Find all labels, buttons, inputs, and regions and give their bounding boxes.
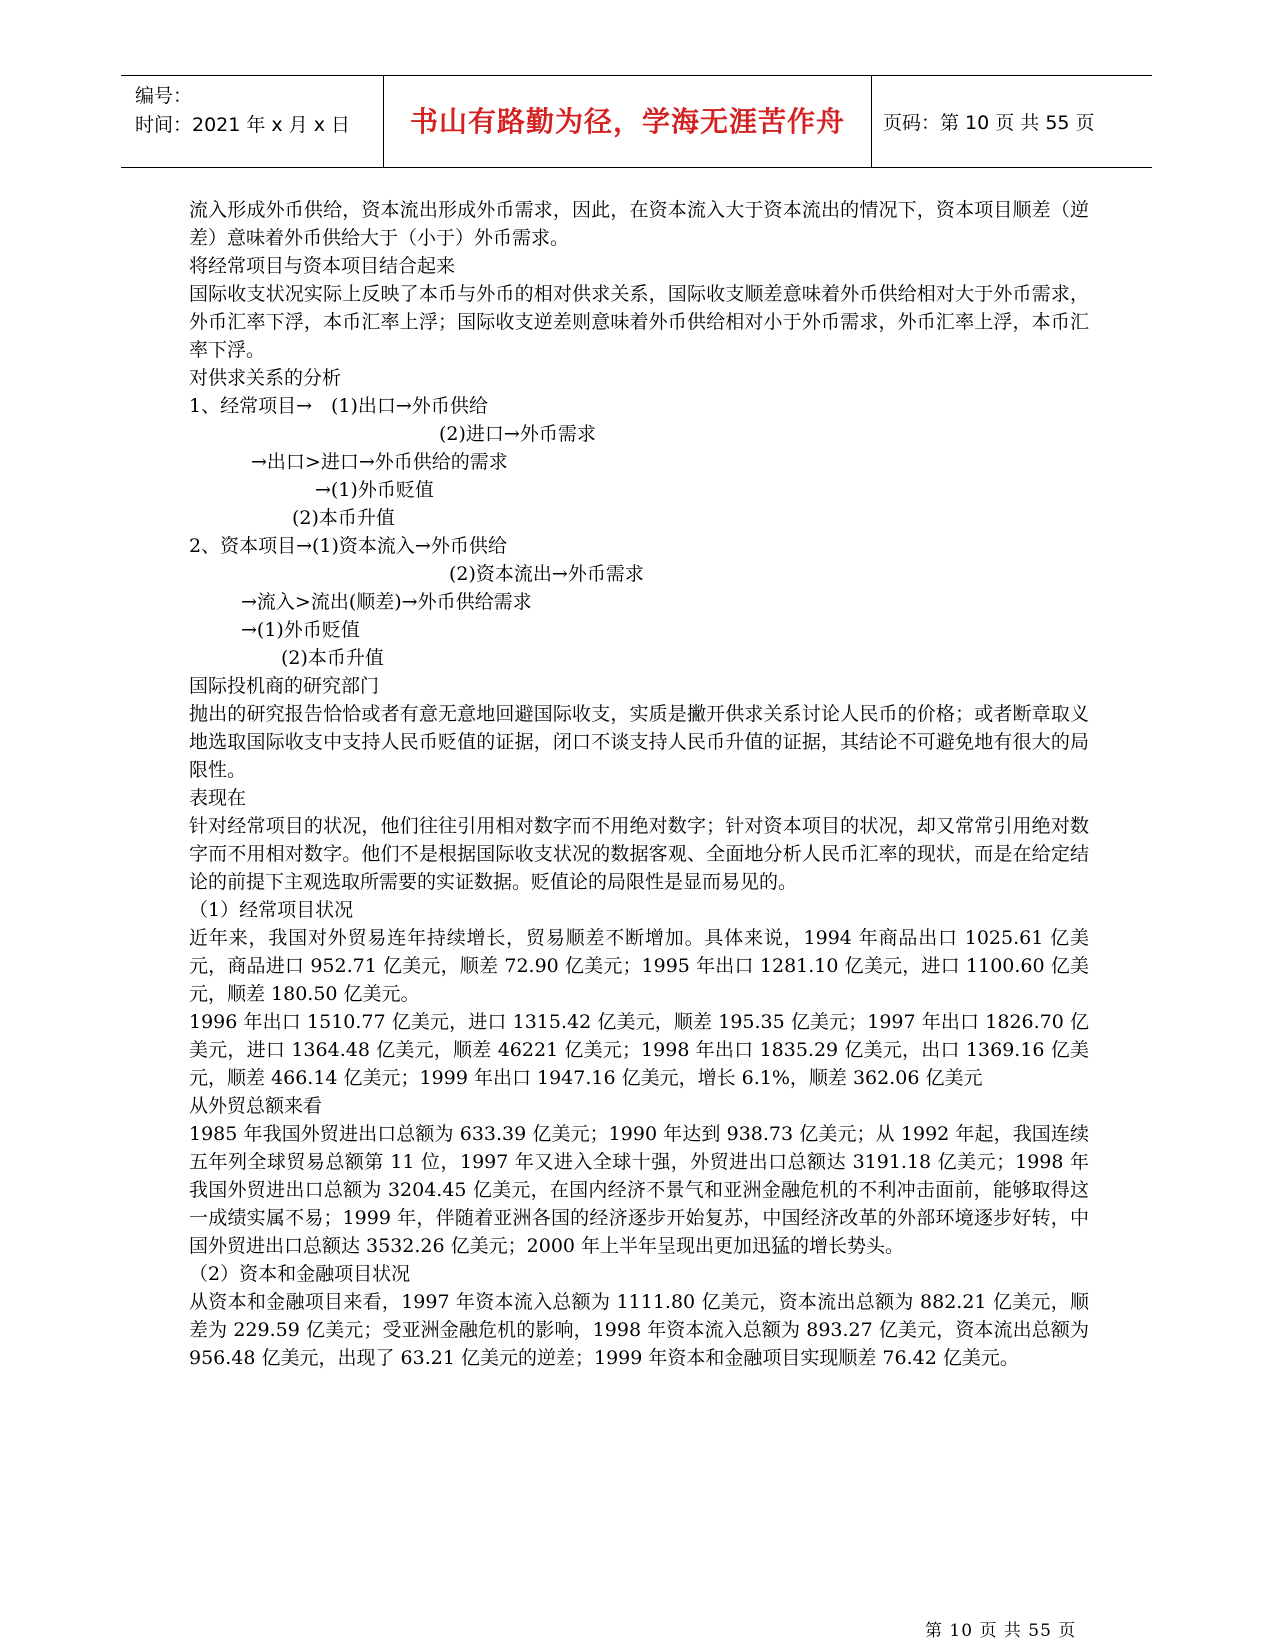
paragraph: 近年来，我国对外贸易连年持续增长，贸易顺差不断增加。具体来说，1994 年商品出口 1025.61 亿美元，商品进口 952.71 亿美元，顺差 72.90 亿美元；1995 年出口 1281.10 亿美元，进口 1100.60 亿美元，顺差 180.50 亿美元。 bbox=[189, 927, 1089, 1005]
header-divider bbox=[871, 76, 872, 167]
paragraph: （1）经常项目状况 bbox=[189, 899, 354, 921]
paragraph: (2)本币升值 bbox=[292, 507, 395, 529]
paragraph: （2）资本和金融项目状况 bbox=[189, 1263, 411, 1285]
paragraph: →出口>进口→外币供给的需求 bbox=[251, 451, 508, 473]
header-page-number: 页码：第 10 页 共 55 页 bbox=[883, 112, 1095, 134]
paragraph: 国际收支状况实际上反映了本币与外币的相对供求关系，国际收支顺差意味着外币供给相对大于外币需求，外币汇率下浮，本币汇率上浮；国际收支逆差则意味着外币供给相对小于外币需求，外币汇率上浮，本币汇率下浮。 bbox=[189, 283, 1089, 361]
paragraph: 抛出的研究报告恰恰或者有意无意地回避国际收支，实质是撇开供求关系讨论人民币的价格；或者断章取义地选取国际收支中支持人民币贬值的证据，闭口不谈支持人民币升值的证据，其结论不可避免地有很大的局限性。 bbox=[189, 703, 1089, 781]
date-label: 时间：2021 年 x 月 x 日 bbox=[135, 114, 351, 136]
paragraph: →(1)外币贬值 bbox=[315, 479, 434, 501]
paragraph: 表现在 bbox=[189, 787, 247, 809]
paragraph: 流入形成外币供给，资本流出形成外币需求，因此，在资本流入大于资本流出的情况下，资本项目顺差（逆差）意味着外币供给大于（小于）外币需求。 bbox=[189, 199, 1089, 249]
page-footer: 第 10 页 共 55 页 bbox=[925, 1621, 1077, 1641]
paragraph: 1985 年我国外贸进出口总额为 633.39 亿美元；1990 年达到 938.73 亿美元；从 1992 年起，我国连续五年列全球贸易总额第 11 位，1997 年又进入全球十强，外贸进出口总额达 3191.18 亿美元；1998 年我国外贸进出口总额为 3204.45 亿美元，在国内经济不景气和亚洲金融危机的不利冲击面前，能够取得这一成绩实属不易；1999 年，伴随着亚洲各国的经济逐步开始复苏，中国经济改革的外部环境逐步好转，中国外贸进出口总额达 3532.26 亿美元；2000 年上半年呈现出更加迅猛的增长势头。 bbox=[189, 1123, 1089, 1257]
paragraph: →(1)外币贬值 bbox=[241, 619, 360, 641]
paragraph: 2、资本项目→(1)资本流入→外币供给 bbox=[189, 535, 507, 557]
header-meta bbox=[135, 82, 350, 140]
paragraph: 1、经常项目→ (1)出口→外币供给 bbox=[189, 395, 488, 417]
paragraph: (2)本币升值 bbox=[281, 647, 384, 669]
page-header bbox=[121, 75, 1152, 168]
paragraph: (2)进口→外币需求 bbox=[439, 423, 596, 445]
paragraph: →流入>流出(顺差)→外币供给需求 bbox=[241, 591, 532, 613]
paragraph: 1996 年出口 1510.77 亿美元，进口 1315.42 亿美元，顺差 195.35 亿美元；1997 年出口 1826.70 亿美元，进口 1364.48 亿美元，顺差 46221 亿美元；1998 年出口 1835.29 亿美元，出口 1369.16 亿美元，顺差 466.14 亿美元；1999 年出口 1947.16 亿美元，增长 6.1%，顺差 362.06 亿美元 bbox=[189, 1011, 1089, 1089]
paragraph: 从外贸总额来看 bbox=[189, 1095, 323, 1117]
paragraph: 针对经常项目的状况，他们往往引用相对数字而不用绝对数字；针对资本项目的状况，却又常常引用绝对数字而不用相对数字。他们不是根据国际收支状况的数据客观、全面地分析人民币汇率的现状，而是在给定结论的前提下主观选取所需要的实证数据。贬值论的局限性是显而易见的。 bbox=[189, 815, 1089, 893]
paragraph: 对供求关系的分析 bbox=[189, 367, 342, 389]
paragraph: 将经常项目与资本项目结合起来 bbox=[189, 255, 456, 277]
header-motto: 书山有路勤为径，学海无涯苦作舟 bbox=[409, 105, 845, 138]
document-body bbox=[189, 196, 1089, 1372]
paragraph: (2)资本流出→外币需求 bbox=[449, 563, 644, 585]
paragraph: 国际投机商的研究部门 bbox=[189, 675, 380, 697]
serial-number-label: 编号： bbox=[135, 85, 193, 107]
paragraph: 从资本和金融项目来看，1997 年资本流入总额为 1111.80 亿美元，资本流出总额为 882.21 亿美元，顺差为 229.59 亿美元；受亚洲金融危机的影响，1998 年资本流入总额为 893.27 亿美元，资本流出总额为 956.48 亿美元，出现了 63.21 亿美元的逆差；1999 年资本和金融项目实现顺差 76.42 亿美元。 bbox=[189, 1291, 1089, 1369]
